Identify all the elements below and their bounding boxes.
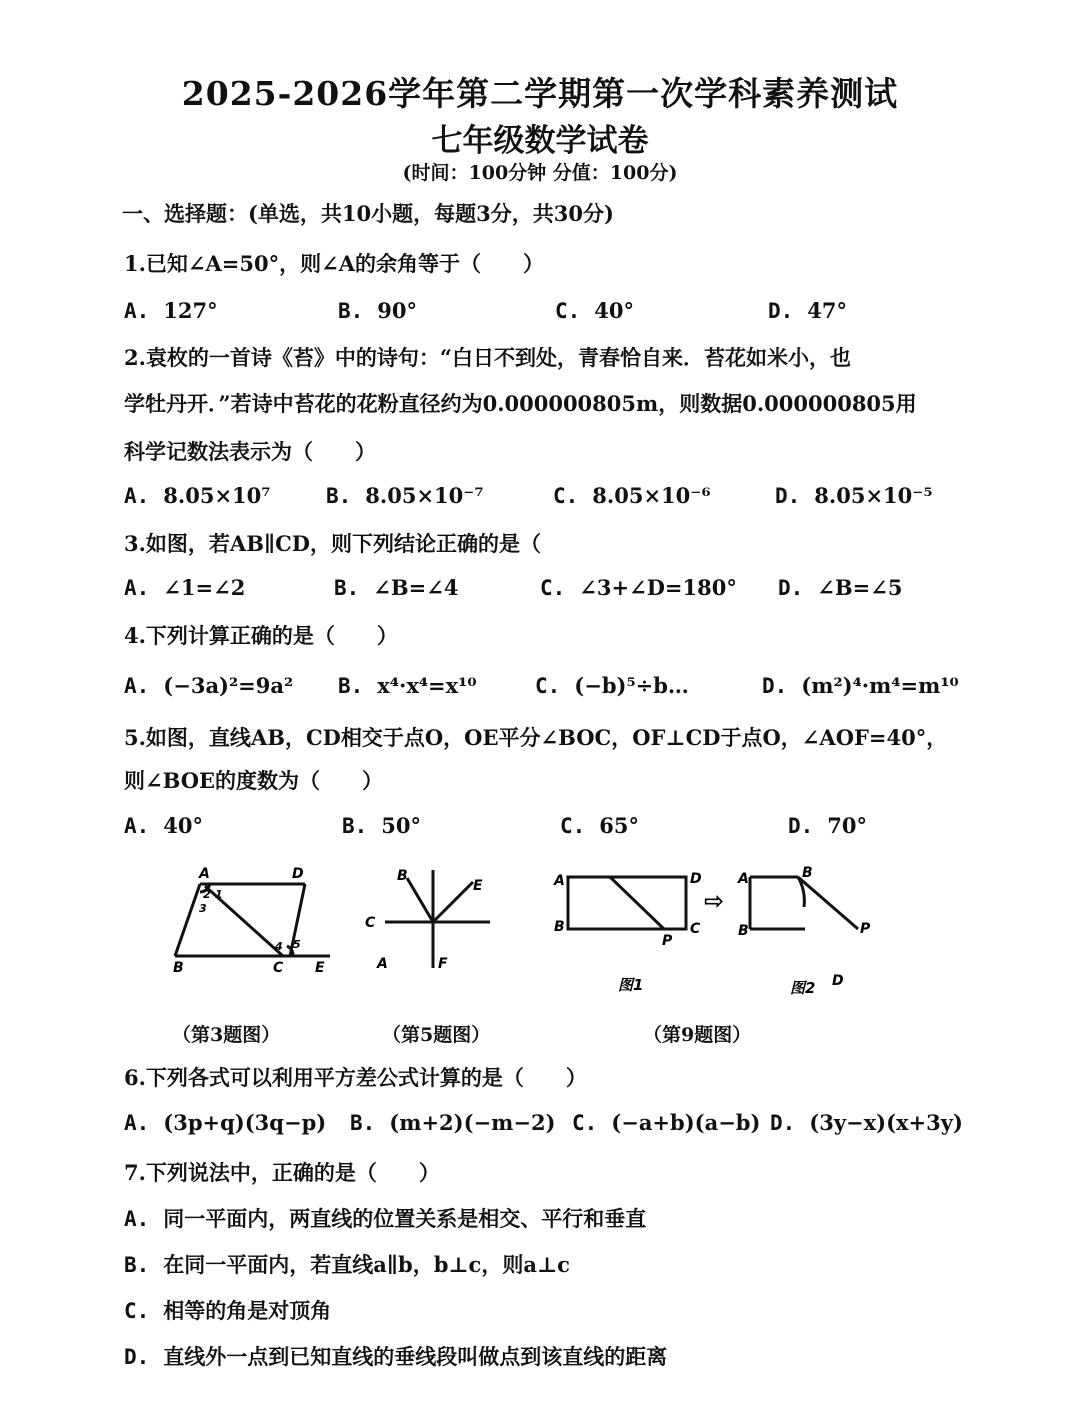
q4-option-c: C. (−b)⁵÷b… [535, 673, 689, 698]
fig9-subcaption-2: 图2 [790, 979, 816, 997]
q7-option-b: B. 在同一平面内，若直线a∥b，b⊥c，则a⊥c [124, 1252, 570, 1277]
figure-q3-caption: （第3题图） [172, 1024, 281, 1046]
q3-option-d: D. ∠B=∠5 [778, 575, 903, 600]
q6-option-c: C. (−a+b)(a−b) [572, 1110, 761, 1135]
fig3-label-c: C [273, 960, 284, 976]
fig9-label-d1: D [690, 871, 702, 887]
fig5-label-f: F [438, 956, 448, 972]
fig3-label-b: B [173, 960, 184, 976]
q2-option-c: C. 8.05×10⁻⁶ [553, 483, 711, 508]
fig5-label-c: C [365, 915, 376, 931]
question-2-stem-line-3: 科学记数法表示为（ ） [124, 439, 376, 464]
fig9-arrow-icon: ⇨ [704, 887, 725, 915]
fig3-label-4: 4 [275, 940, 283, 953]
q4-option-a: A. (−3a)²=9a² [124, 673, 294, 698]
q3-option-b: B. ∠B=∠4 [334, 575, 459, 600]
fig9-label-b1: B [554, 919, 565, 935]
fig9-label-a1: A [554, 873, 565, 889]
question-6-stem: 6.下列各式可以利用平方差公式计算的是（ ） [124, 1065, 587, 1090]
q5-option-d: D. 70° [788, 813, 868, 838]
fig3-label-5: 5 [293, 938, 301, 951]
q7-option-d: D. 直线外一点到已知直线的垂线段叫做点到该直线的距离 [124, 1344, 668, 1369]
q3-option-c: C. ∠3+∠D=180° [540, 575, 737, 600]
question-2-stem-line-2: 学牡丹开．”若诗中苔花的花粉直径约为0.000000805m，则数据0.000000805用 [124, 391, 917, 416]
fig9-label-b2a: B [802, 865, 813, 881]
q3-option-a: A. ∠1=∠2 [124, 575, 246, 600]
q6-option-b: B. (m+2)(−m−2) [350, 1110, 556, 1135]
figure-q5-caption: （第5题图） [382, 1024, 491, 1046]
fig5-label-e: E [473, 878, 483, 894]
fig5-label-a: A [377, 956, 388, 972]
figure-q3 [165, 860, 345, 985]
q6-option-d: D. (3y−x)(x+3y) [770, 1110, 963, 1135]
fig9-label-p2: P [860, 921, 871, 937]
fig5-label-b: B [397, 868, 408, 884]
question-2-stem-line-1: 2.袁枚的一首诗《苔》中的诗句：“白日不到处，青春恰自来．苔花如米小，也 [124, 345, 851, 370]
q7-option-c: C. 相等的角是对顶角 [124, 1298, 332, 1323]
q5-option-b: B. 50° [342, 813, 422, 838]
q2-option-b: B. 8.05×10⁻⁷ [326, 483, 484, 508]
question-5-stem-line-2: 则∠BOE的度数为（ ） [124, 768, 384, 793]
fig3-label-e: E [315, 960, 325, 976]
fig9-label-b2: B [738, 923, 749, 939]
question-5-stem-line-1: 5.如图，直线AB，CD相交于点O，OE平分∠BOC，OF⊥CD于点O，∠AOF=40°， [124, 725, 948, 750]
q2-option-a: A. 8.05×10⁷ [124, 483, 271, 508]
fig3-label-a: A [199, 866, 210, 882]
exam-meta: (时间：100分钟 分值：100分) [402, 162, 678, 184]
exam-subtitle: 七年级数学试卷 [431, 123, 649, 159]
q1-option-b: B. 90° [338, 298, 418, 323]
q1-option-a: A. 127° [124, 298, 218, 323]
question-4-stem: 4.下列计算正确的是（ ） [124, 623, 398, 648]
question-3-stem: 3.如图，若AB∥CD，则下列结论正确的是（ [124, 531, 542, 556]
q1-option-d: D. 47° [768, 298, 848, 323]
fig9-label-d2: D [832, 973, 844, 989]
question-1-stem: 1.已知∠A=50°，则∠A的余角等于（ ） [124, 251, 545, 276]
fig3-label-d: D [292, 866, 304, 882]
question-7-stem: 7.下列说法中，正确的是（ ） [124, 1160, 440, 1185]
q4-option-d: D. (m²)⁴·m⁴=m¹⁰ [762, 673, 959, 698]
section-heading: 一、选择题：(单选，共10小题，每题3分，共30分) [122, 201, 614, 226]
q7-option-a: A. 同一平面内，两直线的位置关系是相交、平行和垂直 [124, 1206, 647, 1231]
fig3-label-3: 3 [199, 902, 207, 915]
figure-q9-caption: （第9题图） [643, 1024, 752, 1046]
q2-option-d: D. 8.05×10⁻⁵ [775, 483, 933, 508]
q1-option-c: C. 40° [555, 298, 635, 323]
fig9-label-p1: P [662, 933, 673, 949]
fig9-label-a2: A [738, 871, 749, 887]
figure-q9 [540, 855, 890, 1000]
q4-option-b: B. x⁴·x⁴=x¹⁰ [338, 673, 477, 698]
fig9-label-c1: C [690, 921, 701, 937]
fig9-subcaption-1: 图1 [618, 976, 644, 994]
exam-title: 2025-2026学年第二学期第一次学科素养测试 [181, 74, 899, 113]
fig3-label-1: 1 [215, 888, 223, 901]
fig3-label-2: 2 [203, 888, 211, 901]
q6-option-a: A. (3p+q)(3q−p) [124, 1110, 327, 1135]
figure-q5 [355, 860, 500, 975]
q5-option-c: C. 65° [560, 813, 640, 838]
q5-option-a: A. 40° [124, 813, 204, 838]
